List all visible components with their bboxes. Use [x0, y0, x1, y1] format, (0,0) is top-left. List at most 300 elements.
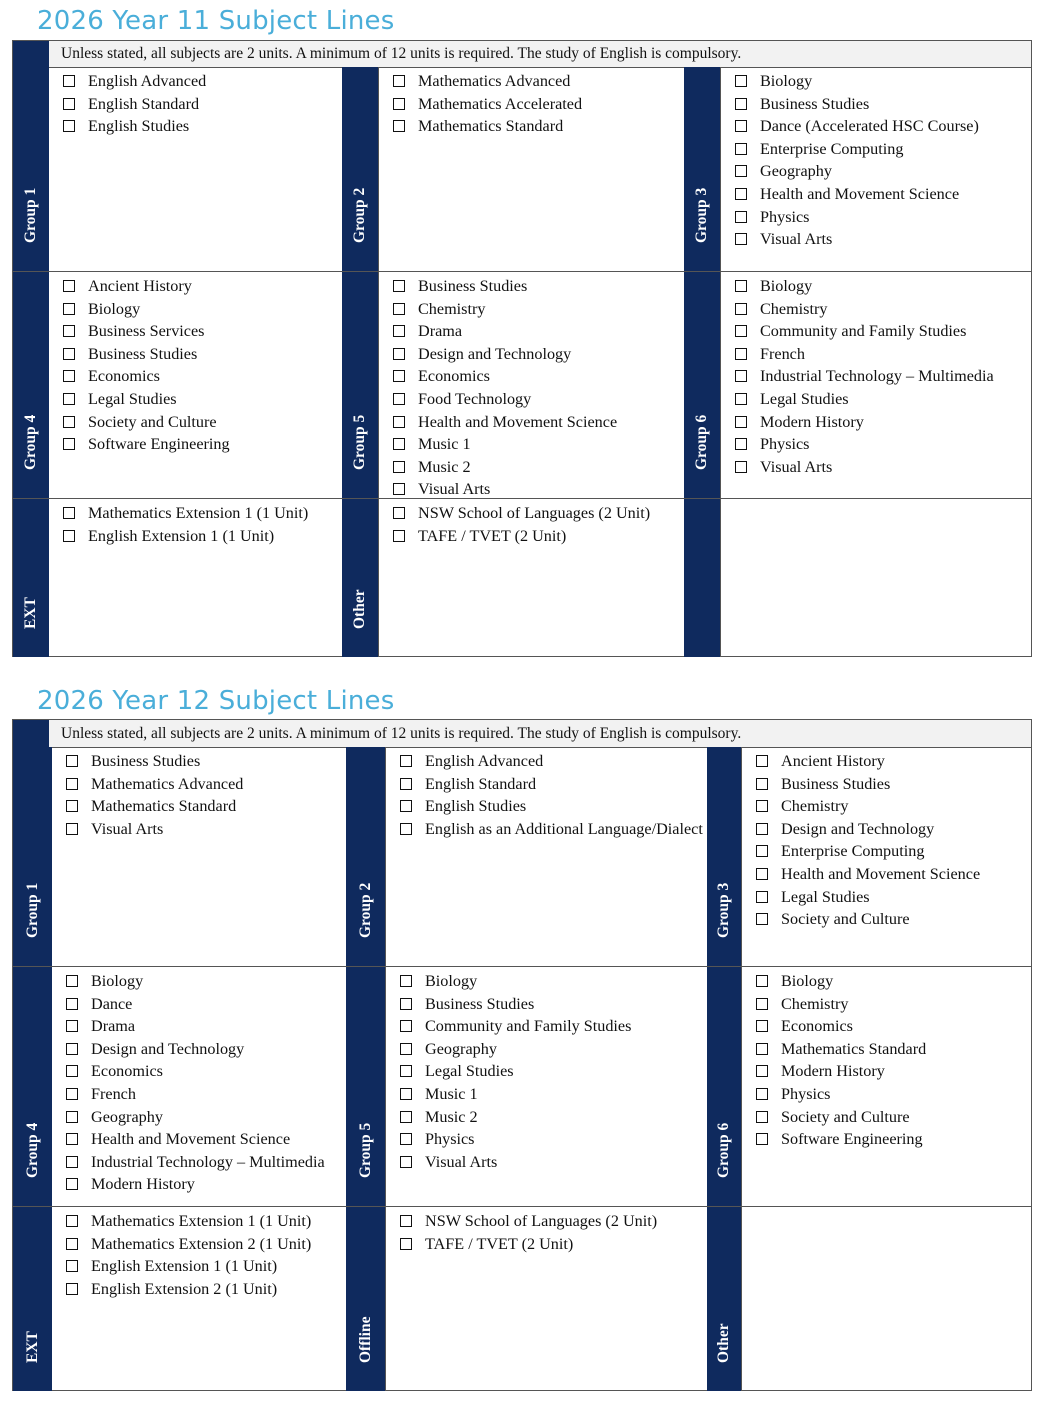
subject-option[interactable]	[754, 993, 1031, 1016]
checkbox-icon[interactable]	[66, 1260, 78, 1272]
subject-name: Biology	[760, 72, 813, 90]
year11-subject-grid	[12, 40, 1032, 657]
checkbox-icon[interactable]	[63, 120, 75, 132]
group-label-text: EXT	[23, 1331, 41, 1363]
subject-list-cell	[720, 67, 1031, 271]
subject-list	[386, 1207, 707, 1255]
subject-option[interactable]	[733, 298, 1031, 321]
checkbox-icon[interactable]	[63, 348, 75, 360]
checkbox-icon[interactable]	[393, 461, 405, 473]
subject-name: English Studies	[425, 797, 527, 816]
group-label	[346, 967, 385, 1206]
subject-option[interactable]	[754, 970, 1031, 993]
subject-name: NSW School of Languages (2 Unit)	[418, 504, 651, 522]
subject-name: Geography	[425, 1039, 497, 1058]
checkbox-icon[interactable]	[735, 303, 747, 315]
subject-option[interactable]	[61, 275, 342, 298]
subject-option[interactable]	[398, 1210, 707, 1233]
subject-option[interactable]	[754, 1038, 1031, 1061]
group-label	[13, 1207, 52, 1391]
checkbox-icon[interactable]	[735, 348, 747, 360]
subject-row	[13, 967, 1031, 1207]
subject-option[interactable]	[733, 93, 1031, 116]
subject-option[interactable]	[398, 970, 707, 993]
subject-list	[386, 967, 707, 1173]
subject-list	[52, 1207, 346, 1300]
group-label-text: Group 1	[22, 187, 39, 243]
subject-name: Community and Family Studies	[760, 322, 967, 341]
subject-list	[742, 967, 1031, 1151]
checkbox-icon[interactable]	[756, 1043, 768, 1055]
group-label-text: Offline	[356, 1316, 374, 1363]
subject-option[interactable]	[754, 840, 1031, 863]
subject-option[interactable]	[64, 1083, 346, 1106]
subject-list-cell	[385, 1207, 707, 1391]
group-label	[13, 67, 49, 271]
subject-list	[49, 272, 342, 456]
group-label	[346, 1207, 385, 1391]
subject-name: Design and Technology	[781, 819, 935, 838]
subject-option[interactable]	[733, 138, 1031, 161]
checkbox-icon[interactable]	[66, 1065, 78, 1077]
subject-option[interactable]	[61, 343, 342, 366]
checkbox-icon[interactable]	[66, 755, 78, 767]
checkbox-icon[interactable]	[66, 1133, 78, 1145]
subject-option[interactable]	[754, 1015, 1031, 1038]
subject-name: Biology	[760, 277, 813, 295]
subject-list	[742, 747, 1031, 931]
subject-option[interactable]	[64, 773, 346, 796]
subject-name: English Advanced	[88, 72, 207, 90]
subject-name: Music 2	[425, 1107, 478, 1126]
checkbox-icon[interactable]	[393, 530, 405, 542]
subject-option[interactable]	[398, 795, 707, 818]
group-label	[684, 272, 720, 498]
subject-list-cell	[720, 499, 1031, 657]
subject-option[interactable]	[64, 1173, 346, 1196]
subject-option[interactable]	[391, 343, 684, 366]
subject-name: Physics	[760, 207, 810, 226]
subject-name: English Standard	[88, 94, 200, 113]
checkbox-icon[interactable]	[66, 1283, 78, 1295]
subject-name: Modern History	[781, 1062, 885, 1081]
subject-option[interactable]	[61, 433, 342, 456]
subject-name: Biology	[88, 299, 141, 318]
subject-option[interactable]	[754, 818, 1031, 841]
checkbox-icon[interactable]	[756, 913, 768, 925]
checkbox-icon[interactable]	[735, 211, 747, 223]
subject-option[interactable]	[61, 93, 342, 116]
subject-option[interactable]	[398, 1106, 707, 1129]
year12-units-note	[13, 720, 1031, 748]
subject-name: Health and Movement Science	[760, 184, 960, 203]
subject-name: Legal Studies	[781, 887, 870, 906]
subject-option[interactable]	[754, 795, 1031, 818]
subject-option[interactable]	[754, 1083, 1031, 1106]
checkbox-icon[interactable]	[735, 393, 747, 405]
checkbox-icon[interactable]	[66, 998, 78, 1010]
checkbox-icon[interactable]	[66, 1156, 78, 1168]
checkbox-icon[interactable]	[63, 280, 75, 292]
checkbox-icon[interactable]	[756, 868, 768, 880]
subject-option[interactable]	[398, 1083, 707, 1106]
subject-option[interactable]	[398, 818, 707, 841]
subject-option[interactable]	[754, 1060, 1031, 1083]
checkbox-icon[interactable]	[756, 1133, 768, 1145]
subject-name: Mathematics Standard	[91, 797, 237, 816]
checkbox-icon[interactable]	[393, 98, 405, 110]
group-label	[342, 499, 378, 657]
subject-option[interactable]	[64, 818, 346, 841]
checkbox-icon[interactable]	[400, 1111, 412, 1123]
subject-name: Business Services	[88, 322, 205, 341]
checkbox-icon[interactable]	[393, 416, 405, 428]
subject-option[interactable]	[733, 70, 1031, 93]
subject-name: Mathematics Advanced	[91, 774, 244, 793]
subject-option[interactable]	[754, 773, 1031, 796]
group-label-text: Group 3	[715, 882, 732, 938]
subject-option[interactable]	[61, 70, 342, 93]
subject-option[interactable]	[61, 388, 342, 411]
subject-list	[379, 272, 684, 501]
subject-option[interactable]	[733, 365, 1031, 388]
checkbox-icon[interactable]	[66, 1020, 78, 1032]
checkbox-icon[interactable]	[393, 438, 405, 450]
checkbox-icon[interactable]	[66, 1215, 78, 1227]
subject-option[interactable]	[391, 525, 684, 548]
checkbox-icon[interactable]	[400, 823, 412, 835]
subject-option[interactable]	[64, 1128, 346, 1151]
checkbox-icon[interactable]	[400, 1088, 412, 1100]
checkbox-icon[interactable]	[63, 507, 75, 519]
subject-option[interactable]	[391, 388, 684, 411]
subject-name: Business Studies	[91, 752, 201, 770]
subject-name: Music 1	[418, 435, 471, 454]
subject-name: Biology	[91, 972, 144, 990]
subject-list-cell	[385, 747, 707, 966]
subject-option[interactable]	[398, 1038, 707, 1061]
subject-list	[721, 67, 1031, 251]
checkbox-icon[interactable]	[393, 370, 405, 382]
checkbox-icon[interactable]	[66, 1088, 78, 1100]
checkbox-icon[interactable]	[756, 1111, 768, 1123]
checkbox-icon[interactable]	[735, 98, 747, 110]
subject-option[interactable]	[398, 1060, 707, 1083]
subject-option[interactable]	[398, 773, 707, 796]
group-label-text: Other	[351, 589, 368, 629]
subject-name: Physics	[425, 1130, 475, 1149]
checkbox-icon[interactable]	[735, 416, 747, 428]
subject-name: Society and Culture	[781, 1107, 910, 1126]
subject-option[interactable]	[391, 93, 684, 116]
subject-option[interactable]	[754, 1128, 1031, 1151]
checkbox-icon[interactable]	[735, 370, 747, 382]
subject-option[interactable]	[733, 275, 1031, 298]
subject-option[interactable]	[398, 993, 707, 1016]
checkbox-icon[interactable]	[393, 393, 405, 405]
subject-option[interactable]	[64, 1060, 346, 1083]
subject-name: Mathematics Extension 1 (1 Unit)	[91, 1212, 312, 1230]
subject-name: Dance (Accelerated HSC Course)	[760, 117, 979, 136]
subject-option[interactable]	[64, 750, 346, 773]
subject-option[interactable]	[64, 795, 346, 818]
note-spacer	[13, 41, 49, 67]
subject-option[interactable]	[733, 320, 1031, 343]
checkbox-icon[interactable]	[63, 416, 75, 428]
checkbox-icon[interactable]	[63, 98, 75, 110]
year12-title: 2026 Year 12 Subject Lines	[37, 686, 395, 716]
checkbox-icon[interactable]	[735, 280, 747, 292]
subject-option[interactable]	[64, 1255, 346, 1278]
subject-option[interactable]	[391, 275, 684, 298]
subject-name: Physics	[781, 1084, 831, 1103]
subject-name: English as an Additional Language/Dialect	[425, 819, 703, 838]
checkbox-icon[interactable]	[735, 461, 747, 473]
checkbox-icon[interactable]	[400, 1020, 412, 1032]
subject-list-cell	[52, 967, 346, 1206]
subject-option[interactable]	[391, 115, 684, 138]
group-label	[13, 499, 49, 657]
subject-option[interactable]	[64, 1233, 346, 1256]
checkbox-icon[interactable]	[756, 778, 768, 790]
checkbox-icon[interactable]	[756, 998, 768, 1010]
subject-name: Geography	[91, 1107, 163, 1126]
group-label	[707, 1207, 741, 1391]
subject-name: Society and Culture	[88, 412, 217, 431]
subject-name: Ancient History	[88, 277, 192, 295]
subject-option[interactable]	[733, 456, 1031, 479]
checkbox-icon[interactable]	[735, 325, 747, 337]
subject-name: Mathematics Standard	[781, 1039, 927, 1058]
checkbox-icon[interactable]	[756, 823, 768, 835]
checkbox-icon[interactable]	[400, 1215, 412, 1227]
subject-list-cell	[49, 272, 342, 498]
subject-name: Industrial Technology – Multimedia	[91, 1152, 325, 1171]
checkbox-icon[interactable]	[756, 1088, 768, 1100]
year11-units-note	[13, 41, 1031, 68]
subject-row	[13, 499, 1031, 657]
subject-name: Economics	[781, 1017, 853, 1036]
subject-name: Mathematics Extension 2 (1 Unit)	[91, 1234, 312, 1253]
checkbox-icon[interactable]	[735, 120, 747, 132]
checkbox-icon[interactable]	[735, 165, 747, 177]
subject-list	[386, 747, 707, 840]
subject-name: Visual Arts	[425, 1152, 498, 1171]
checkbox-icon[interactable]	[735, 75, 747, 87]
subject-option[interactable]	[64, 1278, 346, 1301]
checkbox-icon[interactable]	[400, 975, 412, 987]
subject-name: Chemistry	[781, 994, 849, 1013]
checkbox-icon[interactable]	[400, 1156, 412, 1168]
subject-option[interactable]	[733, 183, 1031, 206]
subject-option[interactable]	[391, 320, 684, 343]
subject-name: NSW School of Languages (2 Unit)	[425, 1212, 658, 1230]
subject-name: Legal Studies	[88, 389, 177, 408]
subject-name: Drama	[418, 322, 463, 341]
checkbox-icon[interactable]	[63, 438, 75, 450]
checkbox-icon[interactable]	[63, 303, 75, 315]
subject-name: Biology	[425, 972, 478, 990]
group-label-text: Group 6	[693, 414, 710, 470]
subject-option[interactable]	[61, 320, 342, 343]
subject-option[interactable]	[61, 298, 342, 321]
subject-option[interactable]	[398, 1015, 707, 1038]
checkbox-icon[interactable]	[400, 800, 412, 812]
checkbox-icon[interactable]	[66, 800, 78, 812]
checkbox-icon[interactable]	[735, 438, 747, 450]
checkbox-icon[interactable]	[400, 998, 412, 1010]
subject-option[interactable]	[398, 750, 707, 773]
subject-option[interactable]	[398, 1151, 707, 1174]
subject-name: French	[760, 344, 805, 363]
subject-option[interactable]	[398, 1128, 707, 1151]
subject-option[interactable]	[754, 886, 1031, 909]
subject-list	[52, 967, 346, 1196]
subject-option[interactable]	[391, 478, 684, 501]
subject-name: English Studies	[88, 117, 190, 136]
checkbox-icon[interactable]	[756, 845, 768, 857]
checkbox-icon[interactable]	[393, 507, 405, 519]
checkbox-icon[interactable]	[393, 75, 405, 87]
subject-list-cell	[385, 967, 707, 1206]
checkbox-icon[interactable]	[400, 1133, 412, 1145]
checkbox-icon[interactable]	[63, 393, 75, 405]
subject-name: Mathematics Standard	[418, 117, 564, 136]
subject-option[interactable]	[391, 70, 684, 93]
subject-option[interactable]	[391, 365, 684, 388]
checkbox-icon[interactable]	[735, 188, 747, 200]
checkbox-icon[interactable]	[66, 1238, 78, 1250]
subject-name: English Extension 1 (1 Unit)	[91, 1257, 278, 1276]
subject-option[interactable]	[754, 750, 1031, 773]
subject-option[interactable]	[391, 298, 684, 321]
subject-option[interactable]	[64, 1038, 346, 1061]
checkbox-icon[interactable]	[756, 891, 768, 903]
checkbox-icon[interactable]	[400, 778, 412, 790]
subject-name: Mathematics Accelerated	[418, 94, 583, 113]
subject-name: Visual Arts	[418, 480, 491, 499]
checkbox-icon[interactable]	[756, 1065, 768, 1077]
subject-name: Software Engineering	[781, 1130, 923, 1149]
subject-list	[49, 499, 342, 547]
subject-name: Chemistry	[418, 299, 486, 318]
subject-list	[379, 499, 684, 547]
checkbox-icon[interactable]	[400, 1043, 412, 1055]
subject-option[interactable]	[391, 456, 684, 479]
checkbox-icon[interactable]	[393, 303, 405, 315]
group-label-text: Other	[715, 1323, 732, 1363]
subject-list-cell	[52, 1207, 346, 1391]
checkbox-icon[interactable]	[66, 823, 78, 835]
group-label	[684, 499, 720, 657]
checkbox-icon[interactable]	[756, 975, 768, 987]
checkbox-icon[interactable]	[393, 325, 405, 337]
subject-option[interactable]	[733, 115, 1031, 138]
subject-option[interactable]	[391, 411, 684, 434]
subject-option[interactable]	[733, 388, 1031, 411]
subject-name: Health and Movement Science	[91, 1130, 291, 1149]
checkbox-icon[interactable]	[66, 1178, 78, 1190]
checkbox-icon[interactable]	[63, 370, 75, 382]
subject-list-cell	[49, 499, 342, 657]
checkbox-icon[interactable]	[63, 530, 75, 542]
subject-name: English Standard	[425, 774, 537, 793]
subject-name: Drama	[91, 1017, 136, 1036]
subject-option[interactable]	[391, 502, 684, 525]
subject-option[interactable]	[754, 908, 1031, 931]
checkbox-icon[interactable]	[66, 975, 78, 987]
subject-list-cell	[741, 747, 1031, 966]
subject-option[interactable]	[64, 1015, 346, 1038]
subject-name: Economics	[88, 367, 160, 386]
subject-name: Health and Movement Science	[418, 412, 618, 431]
subject-name: Software Engineering	[88, 435, 230, 454]
subject-option[interactable]	[64, 1106, 346, 1129]
group-label	[13, 747, 52, 966]
subject-name: Visual Arts	[91, 819, 164, 838]
subject-option[interactable]	[733, 411, 1031, 434]
checkbox-icon[interactable]	[66, 778, 78, 790]
checkbox-icon[interactable]	[735, 143, 747, 155]
subject-option[interactable]	[391, 433, 684, 456]
subject-option[interactable]	[64, 970, 346, 993]
group-label	[346, 747, 385, 966]
subject-row	[13, 67, 1031, 272]
checkbox-icon[interactable]	[66, 1111, 78, 1123]
checkbox-icon[interactable]	[400, 1065, 412, 1077]
subject-option[interactable]	[733, 160, 1031, 183]
subject-option[interactable]	[733, 206, 1031, 229]
subject-option[interactable]	[733, 343, 1031, 366]
subject-option[interactable]	[733, 228, 1031, 251]
group-label-text: Group 4	[23, 1122, 41, 1178]
group-label-text: Group 4	[22, 414, 39, 470]
checkbox-icon[interactable]	[393, 280, 405, 292]
subject-option[interactable]	[754, 863, 1031, 886]
subject-option[interactable]	[64, 993, 346, 1016]
group-label-text: Group 2	[356, 882, 374, 938]
checkbox-icon[interactable]	[756, 755, 768, 767]
subject-option[interactable]	[754, 1106, 1031, 1129]
subject-option[interactable]	[398, 1233, 707, 1256]
checkbox-icon[interactable]	[393, 120, 405, 132]
subject-option[interactable]	[61, 525, 342, 548]
checkbox-icon[interactable]	[756, 1020, 768, 1032]
checkbox-icon[interactable]	[63, 75, 75, 87]
year12-subject-grid	[12, 719, 1032, 1391]
subject-option[interactable]	[61, 502, 342, 525]
subject-option[interactable]	[733, 433, 1031, 456]
checkbox-icon[interactable]	[393, 348, 405, 360]
subject-option[interactable]	[64, 1210, 346, 1233]
checkbox-icon[interactable]	[393, 483, 405, 495]
checkbox-icon[interactable]	[735, 233, 747, 245]
subject-option[interactable]	[61, 115, 342, 138]
checkbox-icon[interactable]	[66, 1043, 78, 1055]
checkbox-icon[interactable]	[63, 325, 75, 337]
units-note-text: Unless stated, all subjects are 2 units. A minimum of 12 units is required. The study of English is compulsory.	[61, 724, 742, 742]
group-label-text: Group 2	[351, 187, 368, 243]
checkbox-icon[interactable]	[756, 800, 768, 812]
subject-row	[13, 272, 1031, 499]
checkbox-icon[interactable]	[400, 755, 412, 767]
subject-option[interactable]	[64, 1151, 346, 1174]
subject-option[interactable]	[61, 365, 342, 388]
units-note-text: Unless stated, all subjects are 2 units. A minimum of 12 units is required. The study of English is compulsory.	[61, 45, 742, 62]
checkbox-icon[interactable]	[400, 1238, 412, 1250]
subject-option[interactable]	[61, 411, 342, 434]
subject-list	[379, 67, 684, 138]
